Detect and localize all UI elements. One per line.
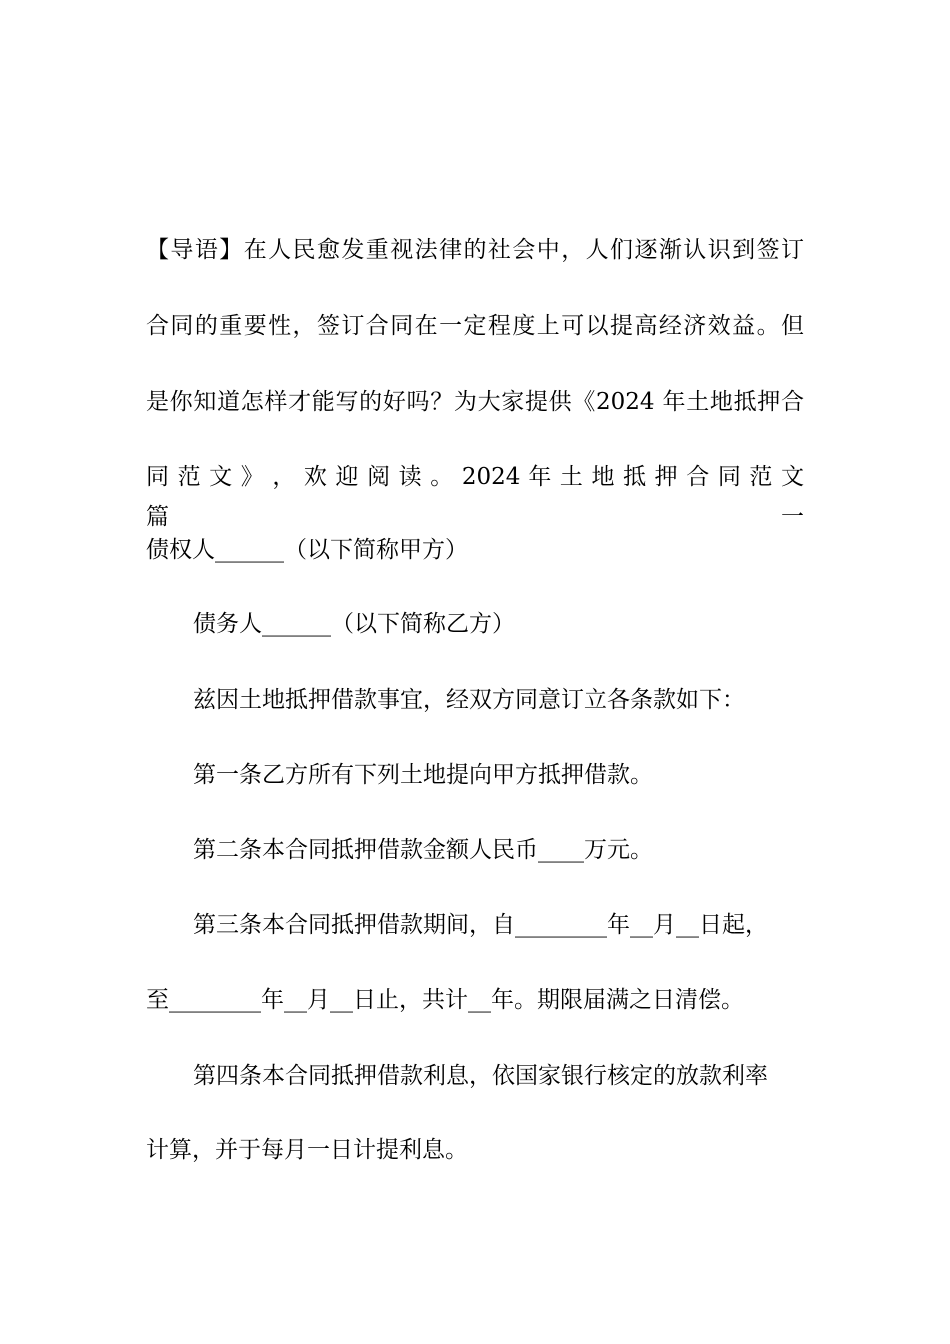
- article-2: 第二条本合同抵押借款金额人民币____万元。: [193, 837, 653, 863]
- article-1: 第一条乙方所有下列土地提向甲方抵押借款。: [193, 762, 653, 788]
- article-3-line-1: 第三条本合同抵押借款期间，自________年__月__日起，: [193, 912, 768, 938]
- article-4-line-2: 计算，并于每月一日计提利息。: [146, 1137, 468, 1163]
- preamble-paragraph: 兹因土地抵押借款事宜，经双方同意订立各条款如下：: [193, 687, 745, 713]
- creditor-line: 债权人______（以下简称甲方）: [146, 537, 468, 563]
- intro-line-1: 【导语】在人民愈发重视法律的社会中，人们逐渐认识到签订: [146, 237, 804, 263]
- article-3-line-2: 至________年__月__日止，共计__年。期限届满之日清偿。: [146, 987, 744, 1013]
- intro-line-4: 同 范 文 》 ， 欢 迎 阅 读 。 2024 年 土 地 抵 押 合 同 范 文 篇 一: [146, 464, 804, 530]
- intro-line-2: 合同的重要性，签订合同在一定程度上可以提高经济效益。但: [146, 313, 804, 339]
- intro-line-3: 是你知道怎样才能写的好吗？为大家提供《2024 年土地抵押合: [146, 389, 804, 415]
- article-4-line-1: 第四条本合同抵押借款利息，依国家银行核定的放款利率: [193, 1063, 768, 1089]
- debtor-line: 债务人______（以下简称乙方）: [193, 611, 515, 637]
